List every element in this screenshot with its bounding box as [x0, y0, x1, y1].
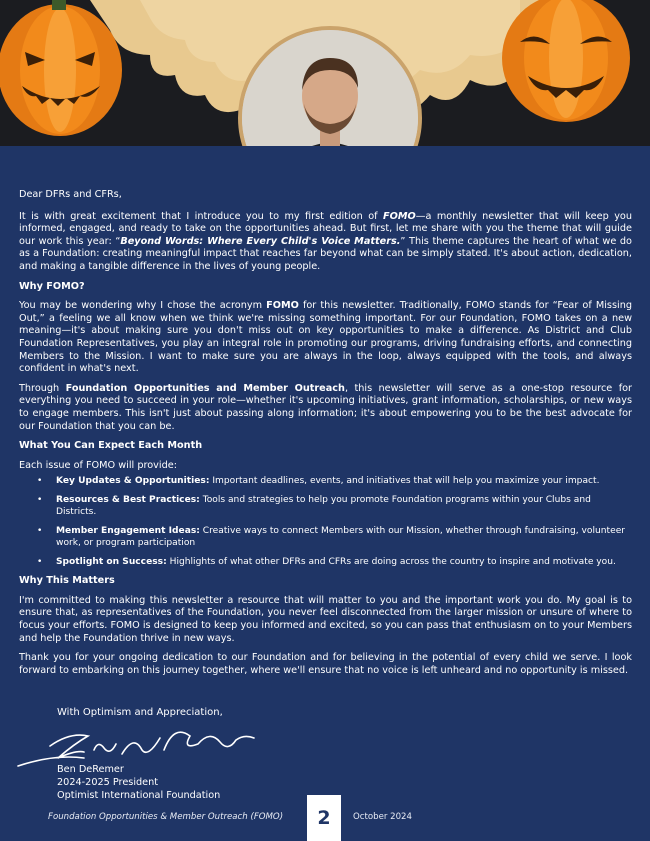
- footer-date: October 2024: [353, 812, 412, 822]
- list-item: [37, 556, 632, 568]
- why-matters-heading: Why This Matters: [19, 575, 115, 587]
- list-item: [37, 525, 632, 549]
- why-fomo-text-1: You may be wondering why I chose the acronym: [19, 300, 267, 312]
- intro-text-3: ” This theme captures the heart of what we do as a Foundation: creating meaningful impact that reaches far beyond what can be simply stated. It's about action, dedication, and making a tangible difference in the lives of young people.: [19, 235, 632, 272]
- fomo-title: FOMO: [383, 210, 416, 222]
- expect-heading: What You Can Expect Each Month: [19, 440, 203, 452]
- why-fomo-text-2: for this newsletter. Traditionally, FOMO stands for “Fear of Missing Out,” a feeling we all know when we think we're missing something important. For our Foundation, FOMO takes on a new meaning—it's about making sure you don't miss out on key opportunities to make a difference. As District and Club Foundation Representatives, you play an integral role in promoting our programs, driving fundraising efforts, and connecting Members to the Mission. I want to make sure you are always in the loop, always equipped with the tools, and always confident in what's next.: [19, 300, 632, 375]
- why-fomo-paragraph: [19, 300, 632, 376]
- intro-text-1: It is with great excitement that I introduce you to my first edition of: [19, 210, 384, 222]
- signature-image: [14, 714, 264, 770]
- list-item-title: Resources & Best Practices:: [56, 495, 200, 506]
- intro-text-2: —a monthly newsletter that will keep you informed, engaged, and ready to take on the opportunities ahead. But first, let me share with you the theme that will guide our work this year: “: [19, 210, 632, 247]
- through-text-2: , this newsletter will serve as a one-stop resource for everything you need to succeed in your role—whether it's upcoming initiatives, grant information, scholarships, or new ways to engage members. This isn't just about passing along information; it's about empowering you to be the best advocate for our Foundation that you can be.: [19, 382, 633, 432]
- why-fomo-heading: Why FOMO?: [19, 280, 85, 292]
- signer-role: 2024-2025 President: [57, 777, 159, 788]
- page-number: 2: [307, 795, 341, 841]
- closing-line: With Optimism and Appreciation,: [57, 707, 223, 718]
- fomo-full-name: Foundation Opportunities and Member Outreach: [65, 382, 345, 394]
- list-item-title: Member Engagement Ideas:: [56, 526, 200, 537]
- list-item-title: Key Updates & Opportunities:: [56, 476, 210, 487]
- expect-list: [19, 475, 632, 568]
- theme-text: Beyond Words: Where Every Child's Voice Matters.: [120, 235, 401, 247]
- through-paragraph: [19, 383, 632, 433]
- greeting: Dear DFRs and CFRs,: [19, 189, 122, 200]
- through-text-1: Through: [19, 382, 66, 394]
- list-item-text: Important deadlines, events, and initiatives that will help you maximize your impact.: [209, 476, 600, 487]
- signature-block: [57, 763, 220, 802]
- thanks-paragraph: Thank you for your ongoing dedication to our Foundation and for believing in the potential of every child we serve. I look forward to embarking on this journey together, where we'll ensure that no voice is left unheard and no opportunity is missed.: [19, 652, 632, 676]
- list-item-text: Tools and strategies to help you promote Foundation programs within your Clubs and Districts.: [56, 495, 591, 518]
- fomo-acronym: FOMO: [266, 300, 299, 312]
- expect-intro: Each issue of FOMO will provide:: [19, 459, 177, 471]
- footer-newsletter-name: Foundation Opportunities & Member Outreach (FOMO): [48, 812, 284, 822]
- signer-name: Ben DeRemer: [57, 764, 124, 775]
- list-item: [37, 475, 632, 487]
- halloween-banner: [0, 0, 650, 146]
- pumpkin-right-icon: [502, 0, 630, 122]
- list-item: [37, 494, 632, 518]
- list-item-text: Highlights of what other DFRs and CFRs are doing across the country to inspire and motivate you.: [166, 557, 616, 568]
- signer-org: Optimist International Foundation: [57, 790, 221, 801]
- why-matters-paragraph: I'm committed to making this newsletter a resource that will matter to you and the important work you do. My goal is to ensure that, as representatives of the Foundation, you never feel disconnected from the larger mission or unsure of where to focus your efforts. FOMO is designed to keep you informed and excited, so you can pass that enthusiasm on to your Members and help the Foundation thrive in new ways.: [19, 594, 632, 644]
- intro-paragraph: [19, 211, 632, 274]
- list-item-text: Creative ways to connect Members with our Mission, whether through fundraising, volunteer work, or program participation: [56, 526, 626, 549]
- list-item-title: Spotlight on Success:: [56, 557, 167, 568]
- letter-body: [19, 189, 632, 684]
